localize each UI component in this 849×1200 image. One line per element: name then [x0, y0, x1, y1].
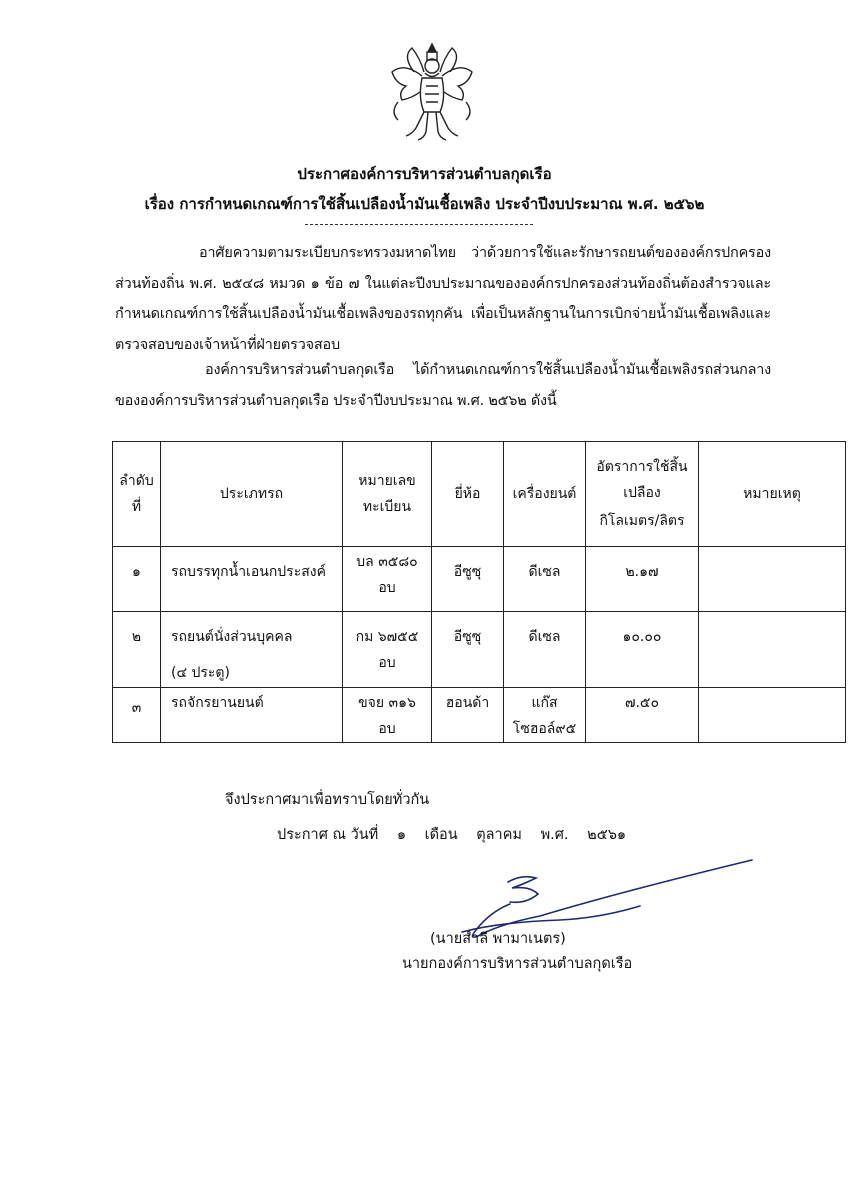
- signer-name: (นายสำลี พามาเนตร): [430, 931, 566, 947]
- closing-statement: จึงประกาศมาเพื่อทราบโดยทั่วกัน: [225, 792, 430, 808]
- cell-no: ๒: [113, 612, 161, 688]
- cell-remark: [699, 612, 846, 688]
- cell-brand: อีซูซุ: [432, 612, 504, 688]
- date-month-label: เดือน: [424, 827, 458, 843]
- cell-brand: ฮอนด้า: [432, 688, 504, 743]
- cell-rate: ๑๐.๐๐: [586, 612, 699, 688]
- body-paragraph-2: องค์การบริหารส่วนตำบลกุดเรือ ได้กำหนดเกณฑ์การใช้สิ้นเปลืองน้ำมันเชื้อเพลิงรถส่วนกลางขององค์การบริหารส่วนตำบลกุดเรือ ประจำปีงบประมาณ พ.ศ. ๒๕๖๒ ดังนี้: [115, 362, 771, 409]
- header-brand: ยี่ห้อ: [432, 442, 504, 547]
- date-prefix: ประกาศ ณ วันที่: [277, 827, 379, 843]
- date-month: ตุลาคม: [476, 827, 522, 843]
- cell-plate: บล ๓๕๘๐ อบ: [343, 547, 432, 612]
- body-paragraph-1: อาศัยความตามระเบียบกระทรวงมหาดไทย ว่าด้วยการใช้และรักษารถยนต์ขององค์กรปกครองส่วนท้องถิ่น พ.ศ. ๒๕๔๘ หมวด ๑ ข้อ ๗ ในแต่ละปีงบประมาณขององค์กรปกครองส่วนท้องถิ่นต้องสำรวจและกำหนดเกณฑ์การใช้สิ้นเปลืองน้ำมันเชื้อเพลิงของรถทุกคัน เพื่อเป็นหลักฐานในการเบิกจ่ายน้ำมันเชื้อเพลิงและตรวจสอบของเจ้าหน้าที่ฝ่ายตรวจสอบ: [115, 245, 771, 353]
- announcement-date: [277, 823, 640, 846]
- cell-no: ๑: [113, 547, 161, 612]
- cell-type: รถจักรยานยนต์: [161, 688, 343, 743]
- garuda-emblem-icon: [384, 42, 480, 144]
- header-plate: หมายเลขทะเบียน: [343, 442, 432, 547]
- table-row: [113, 612, 846, 688]
- cell-engine: ดีเซล: [504, 612, 586, 688]
- announcement-subject: เรื่อง การกำหนดเกณฑ์การใช้สิ้นเปลืองน้ำมันเชื้อเพลิง ประจำปีงบประมาณ พ.ศ. ๒๕๖๒: [144, 195, 705, 213]
- announcement-title: ประกาศองค์การบริหารส่วนตำบลกุดเรือ: [297, 165, 552, 183]
- table-row: [113, 547, 846, 612]
- date-day: ๑: [396, 827, 407, 843]
- header-remark: หมายเหตุ: [699, 442, 846, 547]
- header-rate: [586, 442, 699, 547]
- cell-plate: กม ๖๗๕๕ อบ: [343, 612, 432, 688]
- header-rate-unit: กิโลเมตร/ลิตร: [599, 513, 685, 529]
- cell-remark: [699, 688, 846, 743]
- cell-brand: อีซูซุ: [432, 547, 504, 612]
- cell-plate: ขจย ๓๑๖ อบ: [343, 688, 432, 743]
- cell-engine: แก๊ส โซฮอล์๙๕: [504, 688, 586, 743]
- cell-engine: ดีเซล: [504, 547, 586, 612]
- header-rate-label: อัตราการใช้สิ้นเปลือง: [596, 459, 688, 501]
- cell-rate: ๗.๕๐: [586, 688, 699, 743]
- cell-type: รถบรรทุกน้ำเอนกประสงค์: [161, 547, 343, 612]
- cell-type: รถยนต์นั่งส่วนบุคคล (๔ ประตู): [161, 612, 343, 688]
- title-divider: [305, 224, 533, 225]
- cell-rate: ๒.๑๗: [586, 547, 699, 612]
- signer-position: นายกองค์การบริหารส่วนตำบลกุดเรือ: [402, 956, 633, 972]
- table-row: [113, 688, 846, 743]
- table-header-row: [113, 442, 846, 547]
- cell-no: ๓: [113, 688, 161, 743]
- header-engine: เครื่องยนต์: [504, 442, 586, 547]
- header-type: ประเภทรถ: [161, 442, 343, 547]
- date-year-label: พ.ศ.: [540, 827, 569, 843]
- cell-remark: [699, 547, 846, 612]
- header-no: ลำดับที่: [113, 442, 161, 547]
- date-year: ๒๕๖๑: [587, 827, 627, 843]
- vehicle-fuel-table: [112, 441, 846, 743]
